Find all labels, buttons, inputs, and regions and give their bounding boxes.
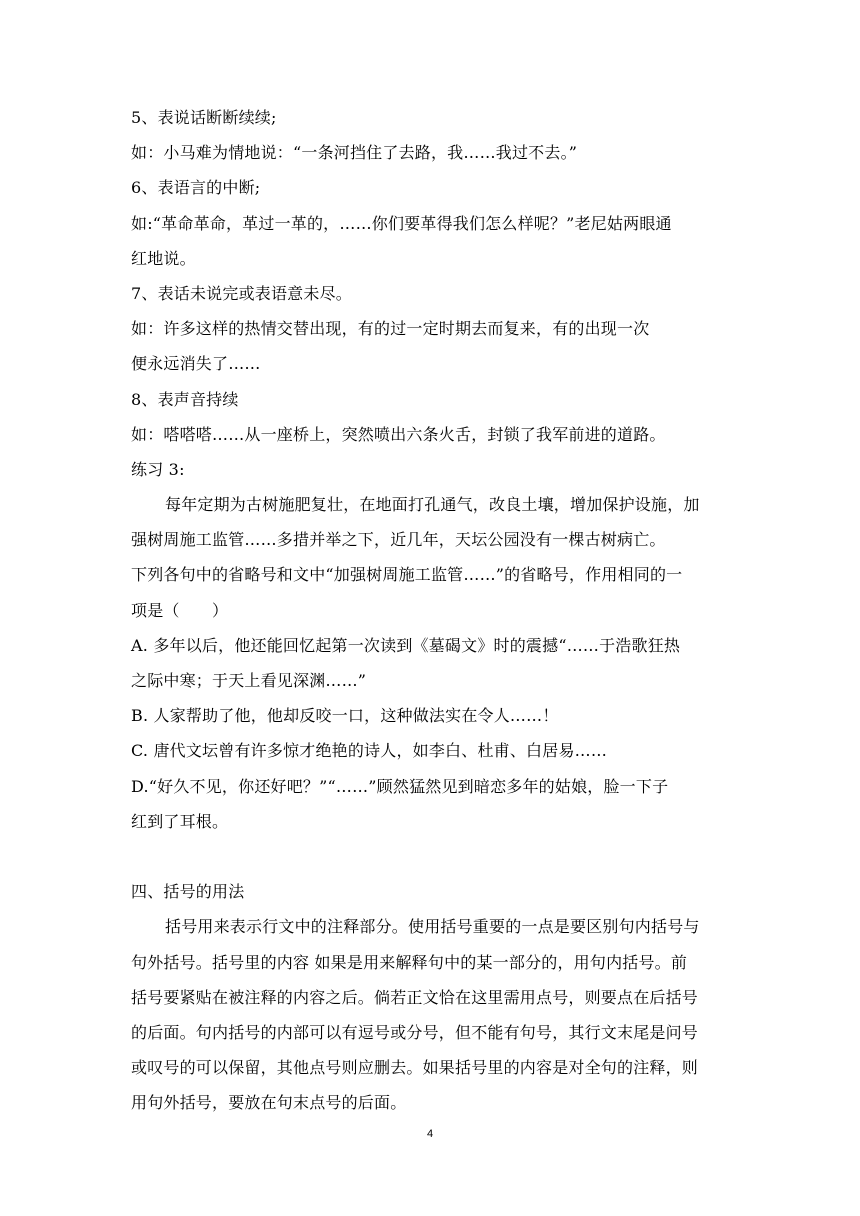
text-line: 如：小马难为情地说：“一条河挡住了去路，我……我过不去。” <box>131 143 578 163</box>
paragraph-line: 句外括号。括号里的内容 如果是用来解释句中的某一部分的，用句内括号。前 <box>131 952 688 972</box>
exercise-passage-line: 每年定期为古树施肥复壮，在地面打孔通气，改良土壤，增加保护设施，加 <box>165 495 700 515</box>
question-stem-line: 项是（ ） <box>131 600 229 620</box>
paragraph-line: 或叹号的可以保留，其他点号则应删去。如果括号里的内容是对全句的注释，则 <box>131 1058 699 1078</box>
text-line: 便永远消失了…… <box>131 354 261 374</box>
text-line: 6、表语言的中断; <box>131 178 261 198</box>
option-a: A. 多年以后，他还能回忆起第一次读到《墓碣文》时的震撼“……于浩歌狂热 <box>131 635 681 655</box>
text-line: 如：嗒嗒嗒……从一座桥上，突然喷出六条火舌，封锁了我军前进的道路。 <box>131 424 666 444</box>
text-line: 8、表声音持续 <box>131 389 239 409</box>
option-d: D.“好久不见，你还好吧？”“……”顾然猛然见到暗恋多年的姑娘，脸一下子 <box>131 776 669 796</box>
section-heading: 四、括号的用法 <box>131 882 245 902</box>
text-line: 红地说。 <box>131 248 196 268</box>
exercise-passage-line: 强树周施工监管……多措并举之下，近几年，天坛公园没有一棵古树病亡。 <box>131 530 666 550</box>
question-stem-line: 下列各句中的省略号和文中“加强树周施工监管……”的省略号，作用相同的一 <box>131 565 683 585</box>
page-number: 4 <box>426 1128 434 1140</box>
text-line: 如:“革命革命，革过一革的，……你们要革得我们怎么样呢？”老尼姑两眼通 <box>131 213 672 233</box>
text-line: 如：许多这样的热情交替出现，有的过一定时期去而复来，有的出现一次 <box>131 319 650 339</box>
paragraph-line: 括号用来表示行文中的注释部分。使用括号重要的一点是要区别句内括号与 <box>165 917 700 937</box>
paragraph-line: 的后面。句内括号的内部可以有逗号或分号，但不能有句号，其行文末尾是问号 <box>131 1022 699 1042</box>
text-line: 5、表说话断断续续; <box>131 108 277 127</box>
document-body <box>131 108 731 1128</box>
option-c: C. 唐代文坛曾有许多惊才绝艳的诗人，如李白、杜甫、白居易…… <box>131 741 608 761</box>
paragraph-line: 括号要紧贴在被注释的内容之后。倘若正文恰在这里需用点号，则要点在后括号 <box>131 987 699 1007</box>
option-a-continued: 之际中寒；于天上看见深渊……” <box>131 671 367 690</box>
option-b: B. 人家帮助了他，他却反咬一口，这种做法实在令人……！ <box>131 706 559 726</box>
text-line: 7、表话未说完或表语意未尽。 <box>131 283 352 303</box>
paragraph-line: 用句外括号，要放在句末点号的后面。 <box>131 1093 407 1113</box>
exercise-heading: 练习 3: <box>131 459 185 479</box>
option-d-continued: 红到了耳根。 <box>131 811 229 831</box>
blank-line <box>131 847 731 867</box>
